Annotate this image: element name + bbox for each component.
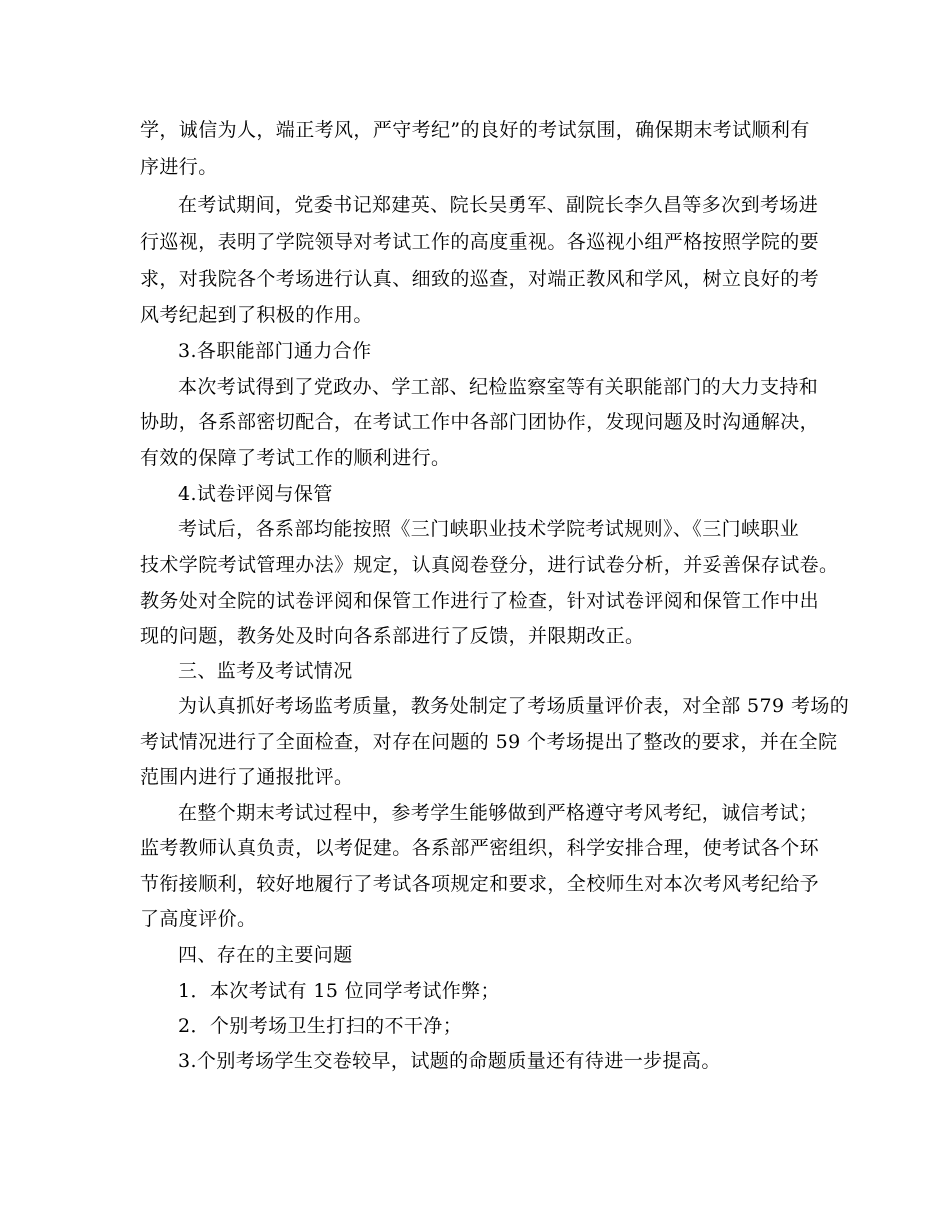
body-text-line: 行巡视，表明了学院领导对考试工作的高度重视。各巡视小组严格按照学院的要 xyxy=(140,231,820,253)
section-heading: 四、存在的主要问题 xyxy=(178,944,353,966)
list-item: 3.个别考场学生交卷较早，试题的命题质量还有待进一步提高。 xyxy=(178,1050,721,1072)
body-text-line: 在考试期间，党委书记郑建英、院长吴勇军、副院长李久昌等多次到考场进 xyxy=(178,194,819,216)
body-text-line: 了高度评价。 xyxy=(140,908,257,930)
body-text-line: 技术学院考试管理办法》规定，认真阅卷登分，进行试卷分析，并妥善保存试卷。 xyxy=(140,554,839,576)
body-text-line: 为认真抓好考场监考质量，教务处制定了考场质量评价表，对全部 579 考场的 xyxy=(178,695,850,717)
body-text-line: 节衔接顺利，较好地履行了考试各项规定和要求，全校师生对本次考风考纪给予 xyxy=(140,873,820,895)
body-text-line: 本次考试得到了党政办、学工部、纪检监察室等有关职能部门的大力支持和 xyxy=(178,376,819,398)
body-text-line: 监考教师认真负责，以考促建。各系部严密组织，科学安排合理，使考试各个环 xyxy=(140,837,820,859)
section-heading: 三、监考及考试情况 xyxy=(178,660,353,682)
body-text-line: 有效的保障了考试工作的顺利进行。 xyxy=(140,447,451,469)
body-text-line: 范围内进行了通报批评。 xyxy=(140,766,354,788)
body-text-line: 学，诚信为人，端正考风，严守考纪”的良好的考试氛围，确保期末考试顺利有 xyxy=(140,119,810,141)
body-text-line: 协助，各系部密切配合，在考试工作中各部门团协作，发现问题及时沟通解决， xyxy=(140,411,820,433)
list-item: 1．本次考试有 15 位同学考试作弊； xyxy=(178,980,500,1002)
body-text-line: 考试后，各系部均能按照《三门峡职业技术学院考试规则》、《三门峡职业 xyxy=(178,518,800,540)
body-text-line: 风考纪起到了积极的作用。 xyxy=(140,304,373,326)
body-text-line: 现的问题，教务处及时向各系部进行了反馈，并限期改正。 xyxy=(140,625,645,647)
section-heading: 4.试卷评阅与保管 xyxy=(178,483,333,505)
body-text-line: 考试情况进行了全面检查，对存在问题的 59 个考场提出了整改的要求，并在全院 xyxy=(140,731,838,753)
body-text-line: 在整个期末考试过程中，参考学生能够做到严格遵守考风考纪，诚信考试； xyxy=(178,802,819,824)
section-heading: 3.各职能部门通力合作 xyxy=(178,340,372,362)
list-item: 2．个别考场卫生打扫的不干净； xyxy=(178,1015,463,1037)
body-text-line: 求，对我院各个考场进行认真、细致的巡查，对端正教风和学风，树立良好的考 xyxy=(140,268,820,290)
body-text-line: 教务处对全院的试卷评阅和保管工作进行了检查，针对试卷评阅和保管工作中出 xyxy=(140,590,820,612)
body-text-line: 序进行。 xyxy=(140,156,218,178)
